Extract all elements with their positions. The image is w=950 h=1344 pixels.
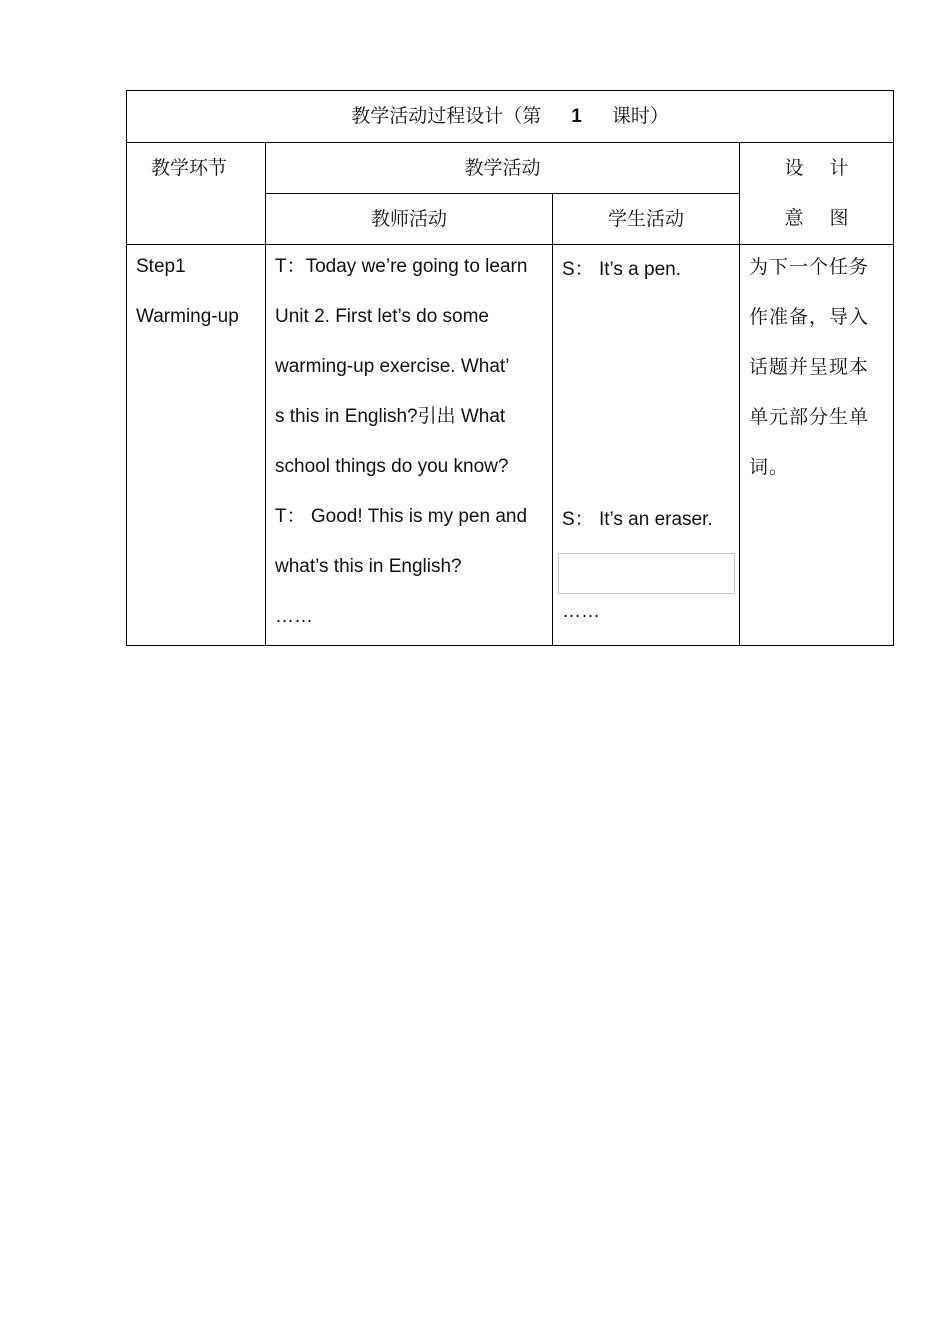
lesson-plan-table	[126, 90, 894, 646]
header-intent	[740, 143, 894, 245]
blank-text-box	[558, 553, 735, 594]
teacher-line: Unit 2. First let’s do some	[275, 306, 490, 327]
header-stage: 教学环节	[127, 143, 266, 245]
title-prefix: 教学活动过程设计（第	[351, 105, 542, 127]
intent-line: 作准备，导入	[749, 306, 870, 328]
stage-cell	[127, 245, 266, 646]
intent-cell	[740, 245, 894, 646]
teacher-line: ……	[275, 606, 313, 627]
student-line: S： It’s an eraser.	[562, 509, 713, 530]
table-row	[127, 245, 894, 646]
intent-line: 单元部分生单	[749, 406, 870, 428]
teacher-line: s this in English?引出 What	[275, 406, 506, 427]
student-line: S： It’s a pen.	[562, 259, 681, 280]
teacher-line: what’s this in English?	[275, 556, 462, 577]
header-student: 学生活动	[553, 194, 740, 245]
lesson-number: 1	[571, 106, 582, 127]
header-teacher: 教师活动	[266, 194, 553, 245]
title-row	[127, 91, 894, 143]
header-activities: 教学活动	[266, 143, 740, 194]
stage-line: Step1	[136, 256, 186, 277]
title-suffix: 课时）	[611, 105, 669, 127]
teacher-line: T： Good! This is my pen and	[275, 506, 528, 527]
student-cell	[553, 245, 740, 646]
stage-line: Warming-up	[136, 306, 239, 327]
header-intent-line1: 设计	[784, 157, 875, 179]
header-row-1	[127, 143, 894, 194]
teacher-line: school things do you know?	[275, 456, 509, 477]
teacher-line: warming-up exercise. What’	[275, 356, 510, 377]
table-title	[127, 91, 894, 143]
intent-line: 为下一个任务	[749, 256, 870, 278]
header-intent-line2: 意图	[784, 207, 875, 229]
teacher-line: T：Today we’re going to learn	[275, 256, 528, 277]
student-line: ……	[562, 601, 600, 622]
intent-line: 话题并呈现本	[749, 356, 870, 378]
intent-line: 词。	[749, 456, 790, 478]
teacher-cell	[266, 245, 553, 646]
